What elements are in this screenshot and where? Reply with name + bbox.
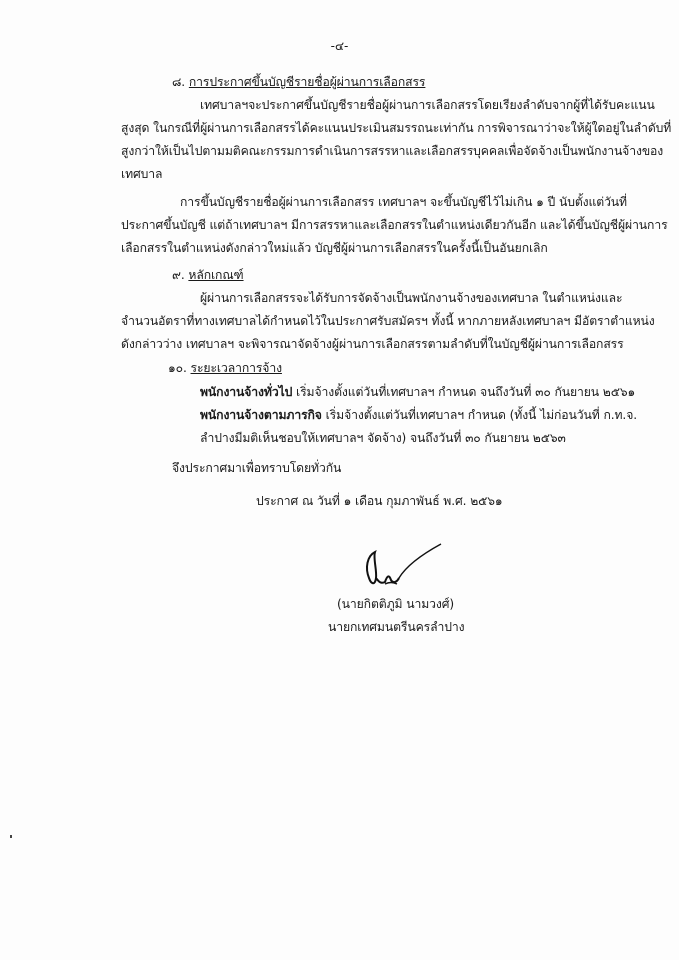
- mission-employee-label: พนักงานจ้างตามภารกิจ: [200, 408, 322, 422]
- general-employee-text: เริ่มจ้างตั้งแต่วันที่เทศบาลฯ กำหนด จนถึงวันที่ ๓๐ กันยายน ๒๕๖๑: [292, 385, 636, 399]
- section10-mission-line2: ลำปางมีมติเห็นชอบให้เทศบาลฯ จัดจ้าง) จนถึงวันที่ ๓๐ กันยายน ๒๕๖๓: [200, 431, 566, 445]
- section8-p2-line3: เลือกสรรในตำแหน่งดังกล่าวใหม่แล้ว บัญชีผู้ผ่านการเลือกสรรในครั้งนี้เป็นอันยกเลิก: [121, 241, 548, 255]
- date-line: ประกาศ ณ วันที่ ๑ เดือน กุมภาพันธ์ พ.ศ. ๒๕๖๑: [256, 494, 503, 508]
- section10-number: ๑๐.: [168, 361, 187, 375]
- section10-general: [200, 384, 635, 400]
- section10-mission: [200, 407, 637, 423]
- section8-number: ๘.: [172, 75, 186, 89]
- section9-p1-line2: จำนวนอัตราที่ทางเทศบาลได้กำหนดไว้ในประกาศรับสมัครฯ ทั้งนี้ หากภายหลังเทศบาลฯ มีอัตราตำแหน่ง: [121, 314, 655, 328]
- section9-p1-line3: ดังกล่าวว่าง เทศบาลฯ จะพิจารณาจัดจ้างผู้ผ่านการเลือกสรรตามลำดับที่ในบัญชีผู้ผ่านการเลือกสรร: [121, 337, 624, 351]
- signer-title: นายกเทศมนตรีนครลำปาง: [328, 620, 465, 634]
- section8-p1-line2: สูงสุด ในกรณีที่ผู้ผ่านการเลือกสรรได้คะแนนประเมินสมรรถนะเท่ากัน การพิจารณาว่าจะให้ผู้ใดอยู่ในลำดับที่: [121, 121, 672, 135]
- page-number: -๔-: [330, 39, 349, 53]
- section8-p1-line1: เทศบาลฯจะประกาศขึ้นบัญชีรายชื่อผู้ผ่านการเลือกสรรโดยเรียงลำดับจากผู้ที่ได้รับคะแนน: [200, 98, 655, 112]
- section8-heading: [172, 74, 425, 90]
- section8-p2-line1: การขึ้นบัญชีรายชื่อผู้ผ่านการเลือกสรร เทศบาลฯ จะขึ้นบัญชีไว้ไม่เกิน ๑ ปี นับตั้งแต่วันที่: [180, 195, 627, 209]
- section10-heading: [168, 360, 282, 376]
- section10-title: ระยะเวลาการจ้าง: [190, 361, 282, 375]
- signature-image: [345, 538, 445, 594]
- announcement-text: จึงประกาศมาเพื่อทราบโดยทั่วกัน: [172, 461, 342, 475]
- mission-employee-text: เริ่มจ้างตั้งแต่วันที่เทศบาลฯ กำหนด (ทั้งนี้ ไม่ก่อนวันที่ ก.ท.จ.: [321, 408, 638, 422]
- section8-title: การประกาศขึ้นบัญชีรายชื่อผู้ผ่านการเลือกสรร: [188, 75, 426, 89]
- section8-p1-line3: สูงกว่าให้เป็นไปตามมติคณะกรรมการดำเนินการสรรหาและเลือกสรรบุคคลเพื่อจัดจ้างเป็นพนักงานจ้างของ: [121, 144, 664, 158]
- scan-speck: [10, 835, 12, 838]
- section9-p1-line1: ผู้ผ่านการเลือกสรรจะได้รับการจัดจ้างเป็นพนักงานจ้างของเทศบาล ในตำแหน่งและ: [200, 291, 623, 305]
- general-employee-label: พนักงานจ้างทั่วไป: [200, 385, 293, 399]
- section9-title: หลักเกณฑ์: [188, 268, 244, 282]
- section8-p2-line2: ประกาศขึ้นบัญชี แต่ถ้าเทศบาลฯ มีการสรรหาและเลือกสรรในตำแหน่งเดียวกันอีก และได้ขึ้นบัญชีผู้ผ่านการ: [121, 218, 668, 232]
- signer-name: (นายกิตติภูมิ นามวงศ์): [337, 597, 455, 611]
- section8-p1-line4: เทศบาล: [121, 167, 163, 181]
- section9-number: ๙.: [172, 268, 185, 282]
- section9-heading: [172, 267, 244, 283]
